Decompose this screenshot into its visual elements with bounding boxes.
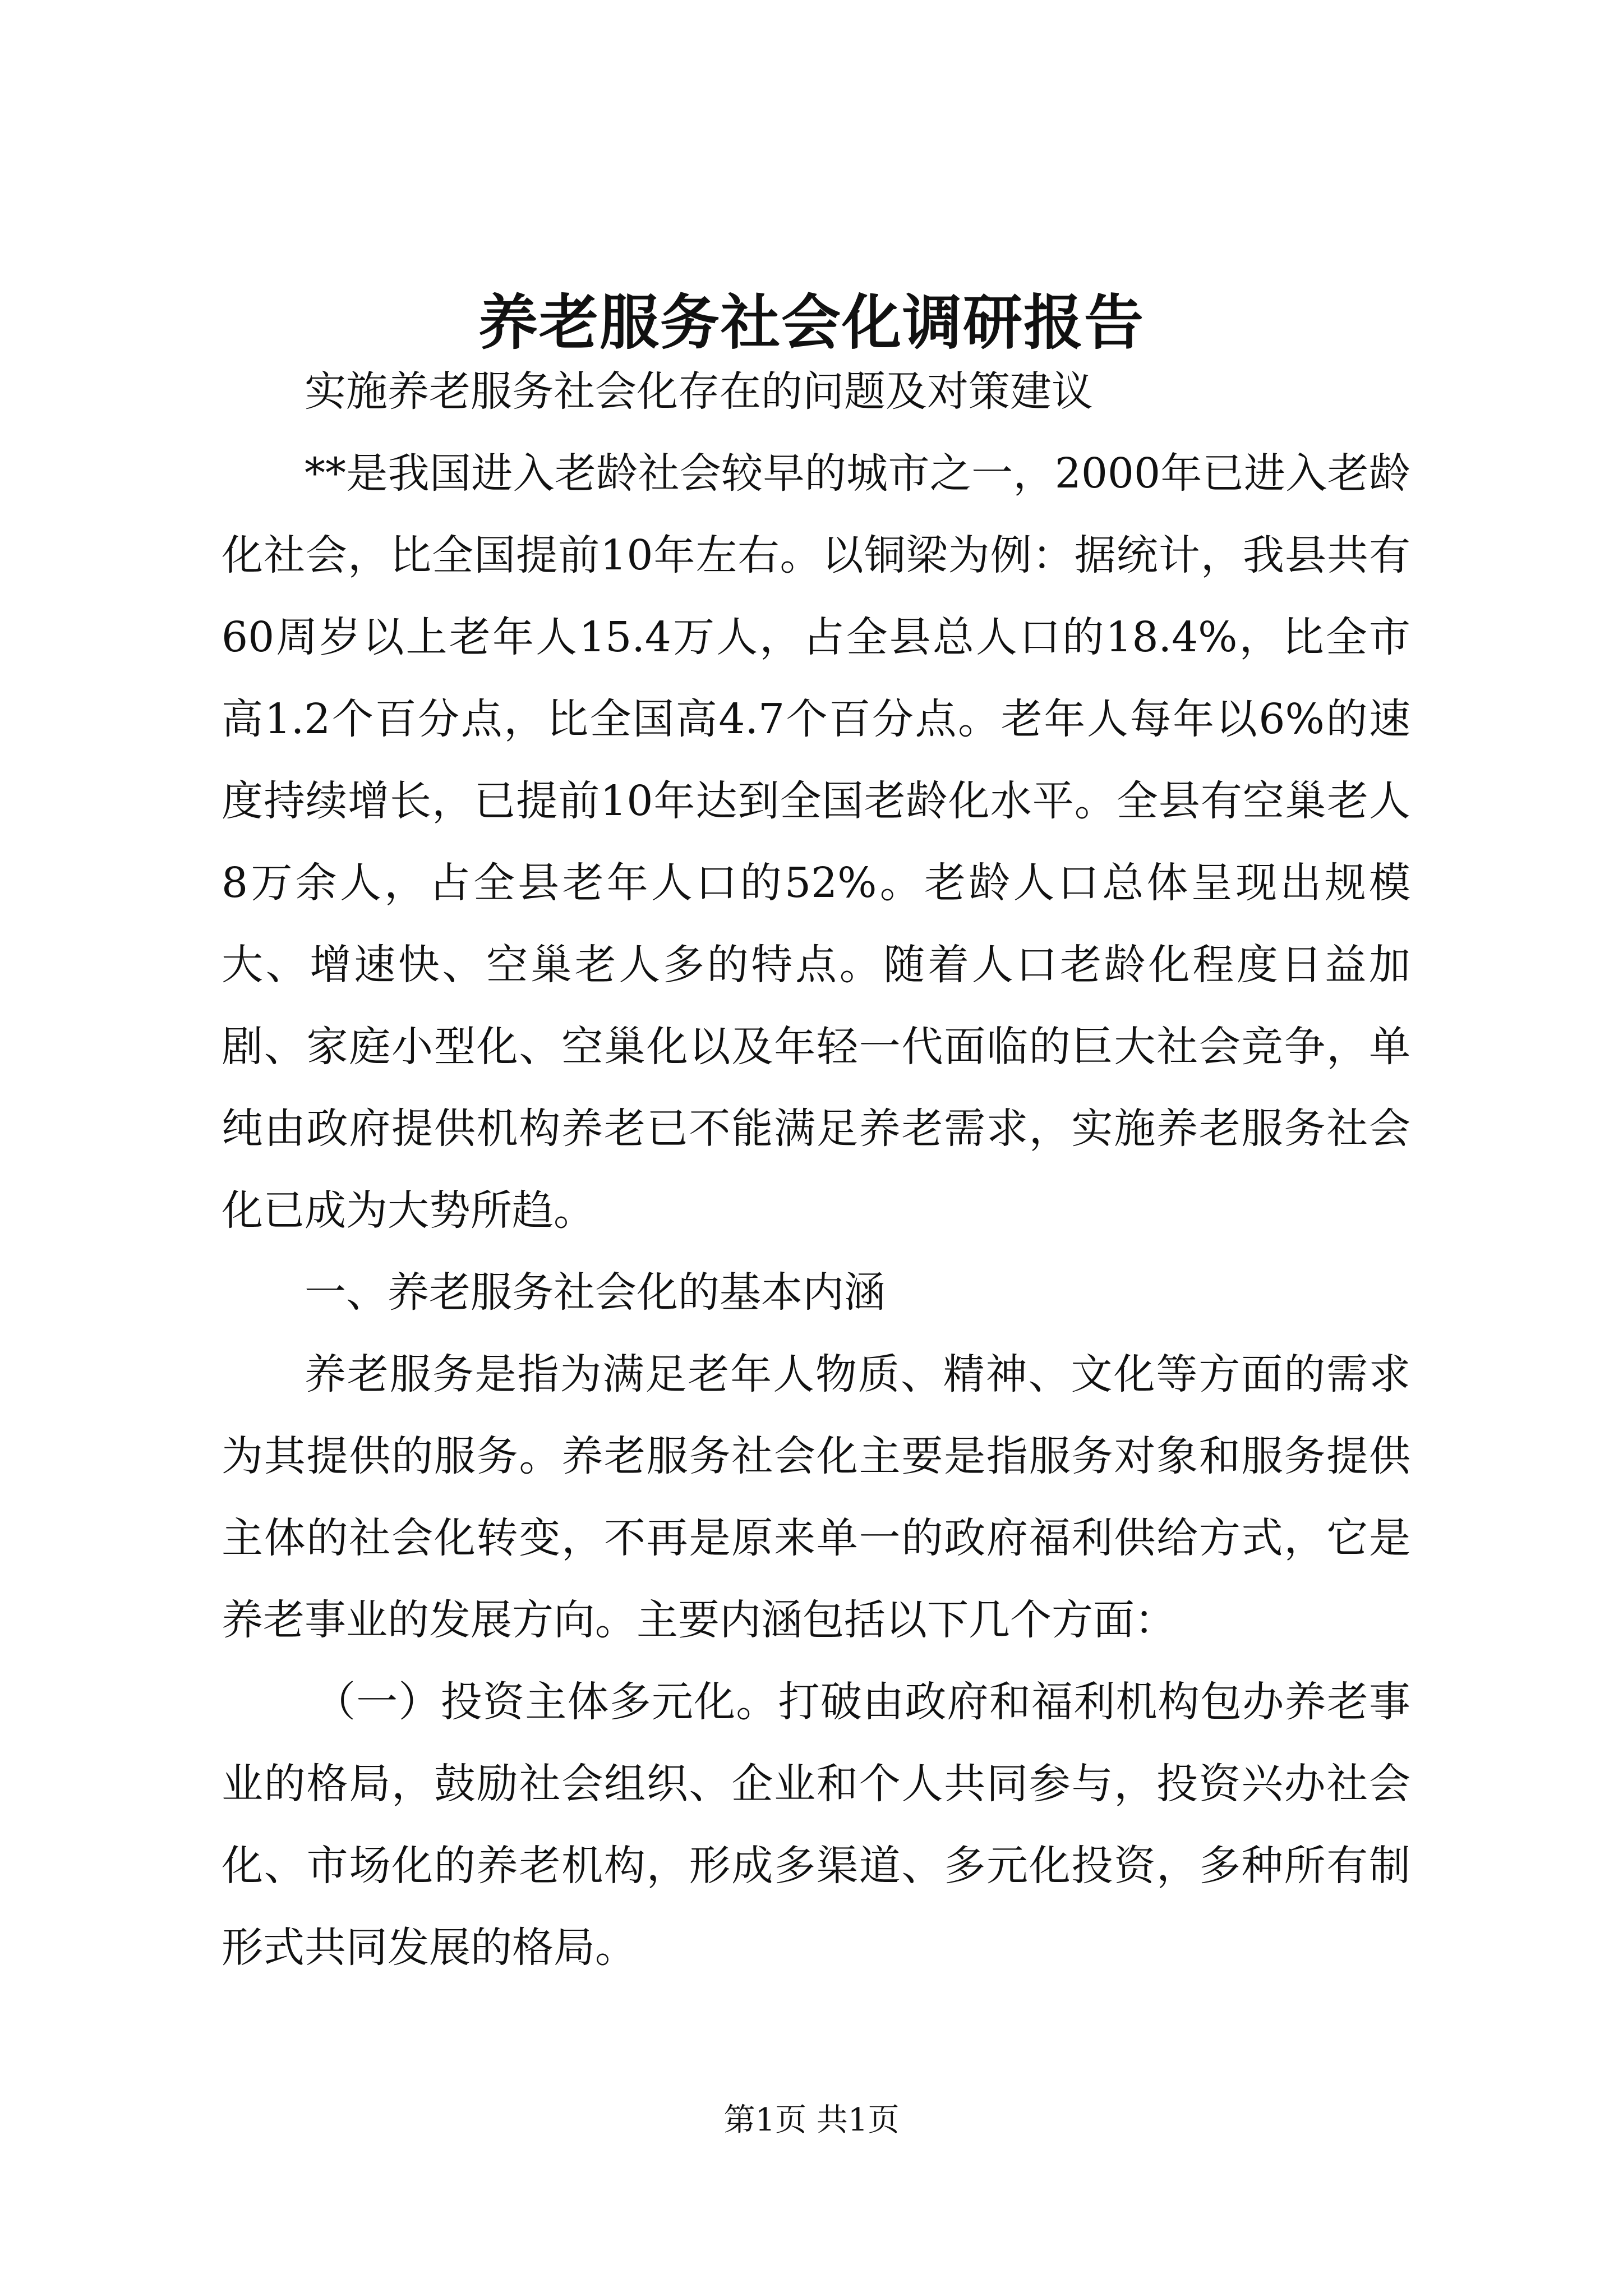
- page-footer: 第1页 共1页: [723, 2102, 900, 2138]
- definition-paragraph: 养老服务是指为满足老年人物质、精神、文化等方面的需求为其提供的服务。养老服务社会化主要是指服务对象和服务提供主体的社会化转变，不再是原来单一的政府福利供给方式，它是养老事业的发展方向。主要内涵包括以下几个方面：: [222, 1350, 1410, 1644]
- section-heading: 一、养老服务社会化的基本内涵: [305, 1268, 886, 1317]
- document-body: [222, 351, 1410, 1989]
- subtitle-paragraph: 实施养老服务社会化存在的问题及对策建议: [305, 367, 1093, 416]
- document-title: 养老服务社会化调研报告: [478, 287, 1145, 357]
- intro-paragraph: **是我国进入老龄社会较早的城市之一，2000年已进入老龄化社会，比全国提前10年左右。以铜梁为例：据统计，我县共有60周岁以上老年人15.4万人，占全县总人口的18.4%，比全市高1.2个百分点，比全国高4.7个百分点。老年人每年以6%的速度持续增长，已提前10年达到全国老龄化水平。全县有空巢老人8万余人，占全县老年人口的52%。老龄人口总体呈现出规模大、增速快、空巢老人多的特点。随着人口老龄化程度日益加剧、家庭小型化、空巢化以及年轻一代面临的巨大社会竞争，单纯由政府提供机构养老已不能满足养老需求，实施养老服务社会化已成为大势所趋。: [222, 449, 1410, 1235]
- point-one-paragraph: （一）投资主体多元化。打破由政府和福利机构包办养老事业的格局，鼓励社会组织、企业和个人共同参与，投资兴办社会化、市场化的养老机构，形成多渠道、多元化投资，多种所有制形式共同发展的格局。: [222, 1678, 1410, 1972]
